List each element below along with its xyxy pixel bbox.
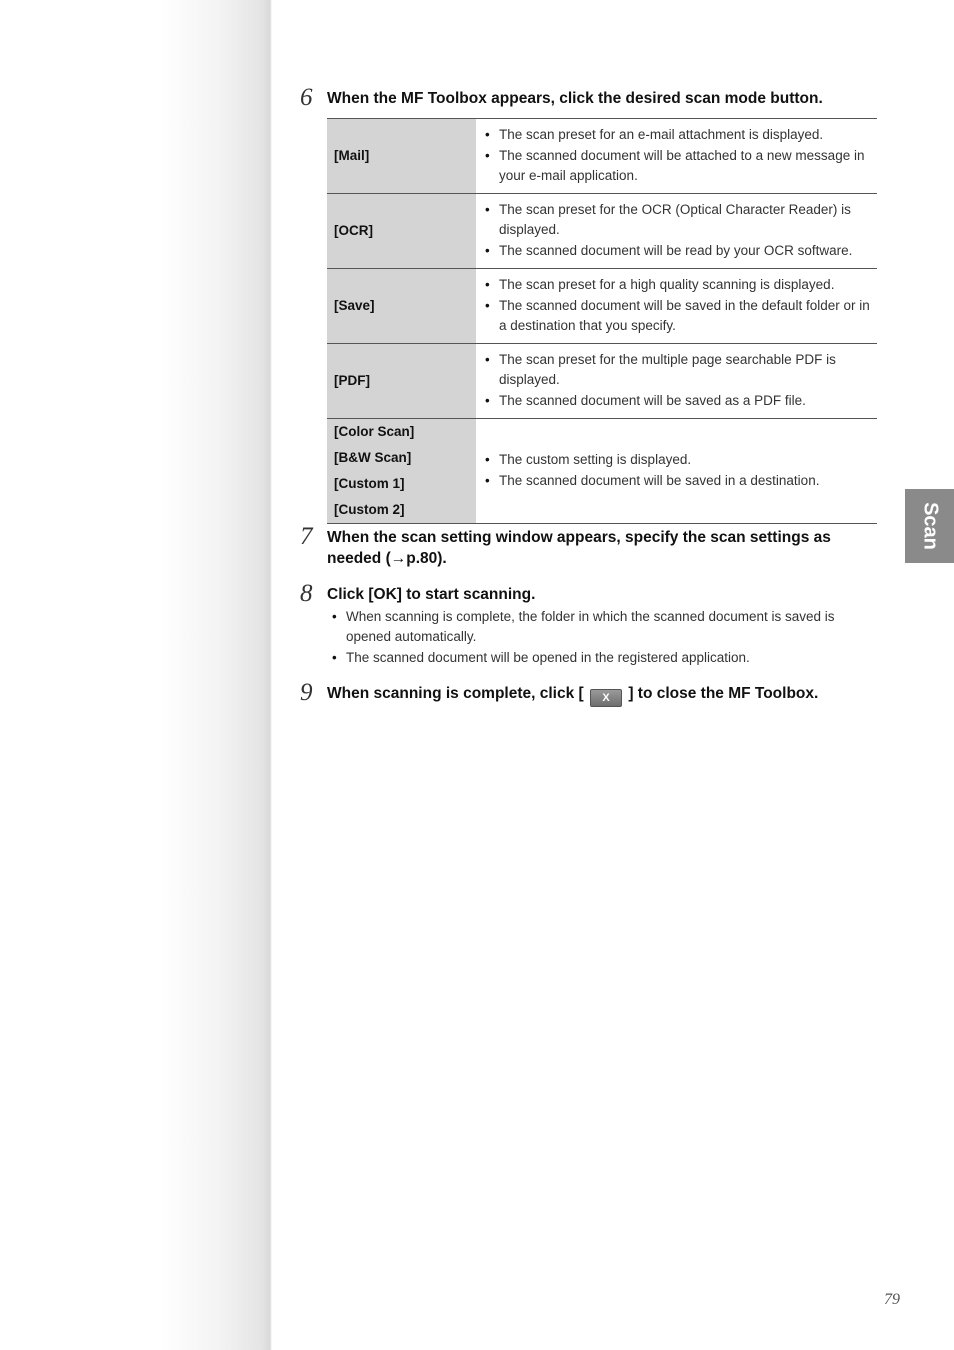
list-item: • The scanned document will be saved as a PDF file. (484, 391, 871, 411)
list-item: • The scanned document will be attached to a new message in your e-mail application. (484, 146, 871, 186)
description-cell (476, 119, 877, 194)
step-title: Click [OK] to start scanning. (327, 586, 536, 603)
mode-cell (327, 269, 476, 344)
step-number: 8 (300, 580, 313, 607)
scan-mode-table (327, 118, 877, 524)
step-number: 9 (300, 679, 313, 706)
mode-cell (327, 119, 476, 194)
list-item: • When scanning is complete, the folder in which the scanned document is saved is opened automatically. (331, 607, 871, 647)
description-cell (476, 269, 877, 344)
mode-label-custom-1: [Custom 1] (334, 476, 405, 491)
mode-cell (327, 419, 476, 524)
mode-label-color-scan: [Color Scan] (334, 424, 415, 439)
close-icon: X (590, 689, 622, 707)
list-item: • The scanned document will be saved in a destination. (484, 471, 871, 491)
section-tab (905, 489, 954, 563)
step-title: When the scan setting window appears, specify the scan settings as needed (→p.80). (327, 529, 831, 567)
table-row (327, 344, 877, 419)
step-8-notes (331, 607, 871, 669)
list-item: • The scan preset for a high quality scanning is displayed. (484, 275, 871, 295)
step-title (327, 683, 867, 707)
section-tab-label: Scan (919, 502, 941, 550)
step-title-end: ] to close the MF Toolbox. (628, 685, 819, 702)
step-number: 6 (300, 84, 313, 111)
list-item: • The scanned document will be opened in the registered application. (331, 648, 871, 668)
mode-label-custom-2: [Custom 2] (334, 502, 405, 517)
list-item: • The scan preset for the OCR (Optical Character Reader) is displayed. (484, 200, 871, 240)
mode-label-ocr: [OCR] (334, 223, 373, 238)
mode-cell (327, 194, 476, 269)
mode-label-pdf: [PDF] (334, 373, 370, 388)
table-row (327, 419, 877, 524)
mode-label-mail: [Mail] (334, 148, 370, 163)
table-row (327, 119, 877, 194)
step-title: When the MF Toolbox appears, click the desired scan mode button. (327, 90, 823, 107)
mode-label-save: [Save] (334, 298, 375, 313)
step-title-start: When scanning is complete, click [ (327, 685, 584, 702)
list-item: • The scanned document will be read by your OCR software. (484, 241, 871, 261)
list-item: • The custom setting is displayed. (484, 450, 871, 470)
page-gutter-shade (0, 0, 272, 1350)
description-cell (476, 194, 877, 269)
description-cell (476, 344, 877, 419)
table-row (327, 269, 877, 344)
page-number: 79 (884, 1291, 900, 1308)
mode-cell (327, 344, 476, 419)
list-item: • The scan preset for an e-mail attachment is displayed. (484, 125, 871, 145)
mode-label-bw-scan: [B&W Scan] (334, 450, 412, 465)
description-cell (476, 419, 877, 524)
table-row (327, 194, 877, 269)
list-item: • The scanned document will be saved in the default folder or in a destination that you specify. (484, 296, 871, 336)
step-number: 7 (300, 523, 313, 550)
list-item: • The scan preset for the multiple page searchable PDF is displayed. (484, 350, 871, 390)
